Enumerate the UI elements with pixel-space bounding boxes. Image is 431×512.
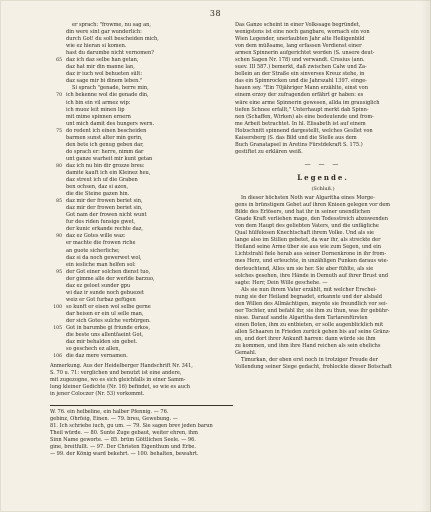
poem-line-text: die die Steine gazen hin.	[66, 191, 130, 198]
line-number: 70	[56, 93, 62, 99]
poem-line	[50, 184, 231, 191]
poem-line-text: do sprach er: herre, nimm dar	[66, 148, 144, 155]
legend-line: Qual hülfelosen Knechtschaft ihrem Volke. Und als sie	[235, 230, 375, 237]
poem-line-text: so geschech ez allen,	[66, 346, 121, 353]
poem-line-text: daz ez Gotes wille waz:	[66, 233, 126, 240]
poem-line-text: fur des riden funsige gwet,	[66, 219, 136, 226]
commentary-line: das ein Spinnrocken und die Jahrszahl 1397. einge-	[235, 78, 367, 85]
poem-line	[50, 269, 231, 276]
poem-line-text: do redent ich einen bescheiden	[66, 127, 147, 134]
footnote-line: gebinz, Ohrfeig, Einen. — 79. breu, Gewebung. —	[50, 416, 178, 423]
poem-line	[50, 212, 231, 219]
footnote-divider	[50, 405, 233, 406]
note-line: Anmerkung. Aus der Heidelberger Handschrift Nr. 341,	[50, 363, 193, 370]
poem-line-text: daz si da noch gewerwet wol,	[66, 254, 142, 261]
legend-line: allen Schaaren in Frieden zurück gehen bis auf seine Gränz-	[235, 328, 391, 335]
legend-line: nung sie der Heiland begnadet, erkannte und der alsbald	[235, 293, 382, 300]
legend-line: gens in brünstigem Gebet auf ihren Knieen gelegen vor dem	[235, 202, 391, 209]
legend-body-text	[235, 195, 411, 371]
poem-line	[50, 50, 231, 57]
legend-line: ner Tochter, und befahl ihr, sie ihm zu thun, was ihr gebühr-	[235, 307, 390, 314]
commentary-line: armen Spinnerin aufgerichtet worden (S. unsere deut-	[235, 50, 375, 57]
poem-line	[50, 71, 231, 78]
line-number: 100	[53, 304, 62, 310]
poem-line-text: daz mir der frowen beriet sin,	[66, 198, 143, 205]
poem-line-text: der kunic erkande rechte daz,	[66, 226, 143, 233]
poem-line-text: an guote sicherliche;	[66, 247, 120, 254]
legend-line: sagte: Herr, Dein Wille geschehe. —	[235, 279, 328, 286]
legend-line: von dem Haupt des geliebten Vaters, und die unfägliche	[235, 223, 379, 230]
poem-line-text: daz ich nu bin dir grozze breu:	[66, 162, 145, 169]
commentary-line: nen (Schaffen, Wirken) als eine bedeutende und from-	[235, 113, 374, 120]
line-number: 106	[53, 354, 62, 360]
legend-line: Bilde des Erlösers, und hat ihr in seiner unendlichen	[235, 209, 371, 216]
poem-line	[50, 36, 231, 43]
commentary-line: suev. III 587.) bemerkt, daß zwischen Calw und Za-	[235, 64, 367, 71]
legend-line: lange also im Stillen gebetet, da war ihr, als streckte der	[235, 237, 381, 244]
note-line: S. 70 u. 71: verglichen und benutzt ist eine andere,	[50, 370, 182, 377]
poem-line	[50, 325, 231, 332]
legend-line: einen Boten, ihm zu entbieten, er solle augenblicklich mit	[235, 321, 384, 328]
line-number: 90	[56, 234, 62, 240]
commentary-line: einem erzoy der zufragenden erfährt gr haben: es	[235, 92, 364, 99]
poem-line-text: er machte die frowen riche	[66, 240, 136, 247]
poem-line	[50, 248, 231, 255]
poem-line	[50, 114, 231, 121]
poem-line-text: der sich Gotes sulche verbürgen.	[66, 317, 151, 324]
poem-line-text: Si sprach "genade, herre min,	[72, 85, 149, 92]
poem-line	[50, 311, 231, 318]
commentary-line: bellein an der Straße ein sinverses Kreuz stehe, in	[235, 71, 365, 78]
poem-line-text: barmen sunst alter min gerin,	[66, 134, 143, 141]
poem-line-text: der Got einer solchen dienst tuo,	[66, 268, 151, 275]
poem-line-text: den bete ich genug geben dar,	[66, 141, 144, 148]
poem-line	[50, 149, 231, 156]
poem-line	[50, 177, 231, 184]
poem-line	[50, 262, 231, 269]
poem-line	[50, 22, 231, 29]
poem-line	[50, 64, 231, 71]
poem-text	[50, 22, 231, 360]
legend-line: In dieser höchsten Noth war Algaritha eines Morge-	[241, 195, 375, 202]
legend-line: Gnade Kraft verliehen mage, den Todesstreich abzuwenden	[235, 216, 388, 223]
poem-line-text: weiz er Got furbaz gefügen	[66, 296, 136, 303]
poem-line-text: Got nam der frowen nicht wunt	[66, 212, 147, 219]
poem-line-text: daz streut ich uf die Graben	[66, 177, 138, 184]
poem-line-text: die beste uns allentfaeint Got,	[66, 332, 144, 339]
legend-line: mes Herz, und erleuchte, in unzähligen Funken daraus wie-	[235, 258, 389, 265]
footnote-line: 81. Ich schriebe iuch, gu um. — 79. Sie sagen brev jeden barun	[50, 423, 213, 430]
line-number: 75	[56, 128, 62, 134]
poem-line	[50, 85, 231, 92]
commentary-line: Holzschnitt spinnend dargestellt, welches Gesllet von	[235, 127, 373, 134]
poem-line	[50, 283, 231, 290]
poem-line	[50, 198, 231, 205]
page-number: 38	[209, 9, 222, 18]
footnote-line: Theil würde. — 80. Sunte Zuge gebaut, weiter ehren, ihm	[50, 430, 198, 437]
footnote-line: gine, breitfullt. — 97. Der Christen Eigenthum und Erbe.	[50, 444, 197, 451]
poem-line	[50, 29, 231, 36]
legend-line: nisse. Darauf sandte Algaritha dem Tartarenfürsten	[235, 314, 368, 321]
poem-line	[50, 100, 231, 107]
poem-line	[50, 304, 231, 311]
poem-line-text: daz ich daz selbe han getan,	[66, 57, 139, 64]
commentary-line: Kaisersberg (S. das Bild und die Stelle aus dem	[235, 134, 357, 141]
poem-line-text: daz mir behalden sin gebet.	[66, 339, 138, 346]
legend-line: Timurkan, der eben erst noch in trotziger Freude der	[241, 357, 378, 364]
poem-line	[50, 128, 231, 135]
poem-line	[50, 121, 231, 128]
footnotes	[50, 409, 411, 458]
note-line: mit zugezogne, wo es sich gleichfalls in einer Samm-	[50, 377, 186, 384]
poem-line-text: so kunft er eisen wol selbe gerne	[66, 303, 151, 310]
line-number: 105	[53, 326, 62, 332]
commentary-line: wenigstens ist eine noch gangbare, wornach ein von	[235, 29, 370, 36]
poem-line	[50, 219, 231, 226]
commentary-line: von dem müßsame, lang erfassen Verdienst einer	[235, 43, 362, 50]
poem-line-text: wie ez hieran si komen.	[66, 43, 127, 50]
page-edge-shade	[421, 0, 431, 512]
poem-line	[50, 339, 231, 346]
poem-line	[50, 233, 231, 240]
poem-line	[50, 170, 231, 177]
poem-line-text: Got in barumbe gi friunde erkos,	[66, 325, 151, 332]
poem-line-text: mit mime spinnen ernern	[66, 113, 131, 120]
poem-line-text: durch Got! du solt bescheiden mich,	[66, 36, 159, 43]
poem-line-text: ich bekenne wol die genade din,	[66, 92, 149, 99]
poem-line-text: die daz mere vernamen.	[66, 353, 128, 360]
commentary-line: schen Sagen Nr. 178) und verwandt. Crusius (ann.	[235, 57, 365, 64]
poem-line-text: damite kauft ich ein Kleinez heu,	[66, 169, 151, 176]
poem-line	[50, 107, 231, 114]
poem-line	[50, 240, 231, 247]
commentary-line: wäre eine arme Spinnerin gewesen, allda im grausiglich	[235, 99, 380, 106]
poem-line-text: daz ir iuch wol behueten sült:	[66, 71, 143, 78]
footnote-line: — 99. der König ward bekehrt. — 100. behalten, bewahrt.	[50, 451, 199, 458]
poem-line-text: daz ez geloet sunder gpu	[66, 282, 131, 289]
poem-line	[50, 163, 231, 170]
legend-line: Lichtstrahl fiele herab aus seiner Dornenkrone in ihr from-	[235, 251, 387, 258]
poem-line	[50, 318, 231, 325]
poem-line	[50, 276, 231, 283]
footnote-line: Sinn Name geworte. — 85. brüm Göttlichen Seele. — 96.	[50, 437, 196, 444]
poem-line-text: der gimme alle der werlde barzuo,	[66, 275, 155, 282]
section-subheading: (Schluß.)	[311, 185, 335, 192]
left-column	[50, 22, 231, 398]
right-column	[235, 22, 411, 371]
commentary-line: Das Ganze scheint in einer Volkssage begründet,	[235, 22, 361, 28]
legend-line: zu kommen, und ihm ihre Hand reichen als sein ehelichs	[235, 343, 381, 350]
poem-line-text: wi daz ir sunde noch gebuezet	[66, 289, 144, 296]
legend-line: Als sie nun ihrem Vater erzählt, mit welcher Erschei-	[241, 286, 377, 293]
legend-line: en, und dort ihrer Ankunft harren: dann würde sie ihm	[235, 335, 376, 342]
poem-line	[50, 226, 231, 233]
poem-line-text: ich muoz leit minen lip	[66, 106, 125, 113]
commentary-text	[235, 22, 411, 156]
poem-line-text: ben ochsen, daz si azen,	[66, 184, 129, 191]
poem-line	[50, 142, 231, 149]
commentary-line: Buch Granatapsel in Aretins Fürstdekraft S. 175.)	[235, 141, 363, 148]
poem-line	[50, 290, 231, 297]
legend-line: Heiland seine Arme über sie aus wie zum Segen, und ein	[235, 244, 382, 251]
poem-line-text: daz sage mir bi dinem leben."	[66, 78, 143, 85]
poem-line	[50, 255, 231, 262]
section-ornament: — — —	[304, 160, 342, 168]
note-line: lung kleiner Gedichte (Nr. 16) befindet, so wie es auch	[50, 384, 191, 391]
note-line: in jener Coloczer (Nr. 53) vorkommt.	[50, 391, 145, 398]
poem-line-text: daz hat mir din manne lan,	[66, 64, 135, 71]
annotation-note	[50, 363, 231, 398]
line-number: 65	[56, 58, 62, 64]
poem-line-text: ich bin ein vil armez wip:	[66, 99, 131, 106]
poem-line-text: din were sint gar wunderlich:	[66, 29, 142, 36]
commentary-line: gestiftet zu erklären weiß.	[235, 148, 303, 155]
poem-line	[50, 156, 231, 163]
legend-line: solches gesehen, ihre Hände in Demuth auf ihrer Brust und	[235, 272, 389, 279]
commentary-line: tiefen Schnee erfallt," Unterhaupt merkt dab Spinn-	[235, 106, 369, 113]
poem-line	[50, 346, 231, 353]
poem-line-text: unt ganze warheit mir kunt getan	[66, 155, 153, 162]
commentary-line: Wien Legender, unerlaubten Jahr alte Heiligenbild	[235, 36, 365, 43]
poem-line	[50, 297, 231, 304]
poem-line	[50, 191, 231, 198]
poem-line	[50, 353, 231, 360]
legend-line: den Willen des Allmächtigen, meynte sie freundlich vor sei-	[235, 300, 388, 307]
poem-line	[50, 332, 231, 339]
legend-line: Gemahl.	[235, 350, 257, 357]
line-number: 85	[56, 199, 62, 205]
poem-line	[50, 92, 231, 99]
poem-line	[50, 43, 231, 50]
poem-line-text: hast du darumbe nicht vernomen?	[66, 50, 154, 57]
line-number: 95	[56, 269, 62, 275]
footnote-line: W. 76. ein helbeline, ein halber Pfennig. — 76.	[50, 409, 169, 415]
poem-line-text: daz mir der frowen beriet sin,	[66, 205, 143, 212]
poem-line-text: dar heisen er ein ul selle man,	[66, 310, 144, 317]
poem-line	[50, 78, 231, 85]
commentary-line: me Arbeit betrachtet. In hl. Elisabeth ist auf einem	[235, 120, 366, 127]
poem-line-text: ein iesliche man helfen sol:	[66, 261, 136, 268]
poem-line-text: er sprach: "frowme, nu sag an,	[72, 22, 151, 28]
commentary-line: hauen sey. "Ein 70jähriger Mann erzählte, einst von	[235, 85, 368, 92]
poem-line	[50, 57, 231, 64]
line-number: 80	[56, 163, 62, 169]
legend-line: Vollendung seiner Siege gedacht, frohlockte dieser Botschaft	[235, 364, 392, 371]
section-heading: Legende.	[297, 172, 349, 182]
poem-line	[50, 205, 231, 212]
poem-line	[50, 135, 231, 142]
legend-line: derleuchtend, Alles um sie her. Sie aber fühlte, als sie	[235, 265, 374, 272]
poem-line-text: unt mich damit des hungers wern.	[66, 120, 155, 127]
